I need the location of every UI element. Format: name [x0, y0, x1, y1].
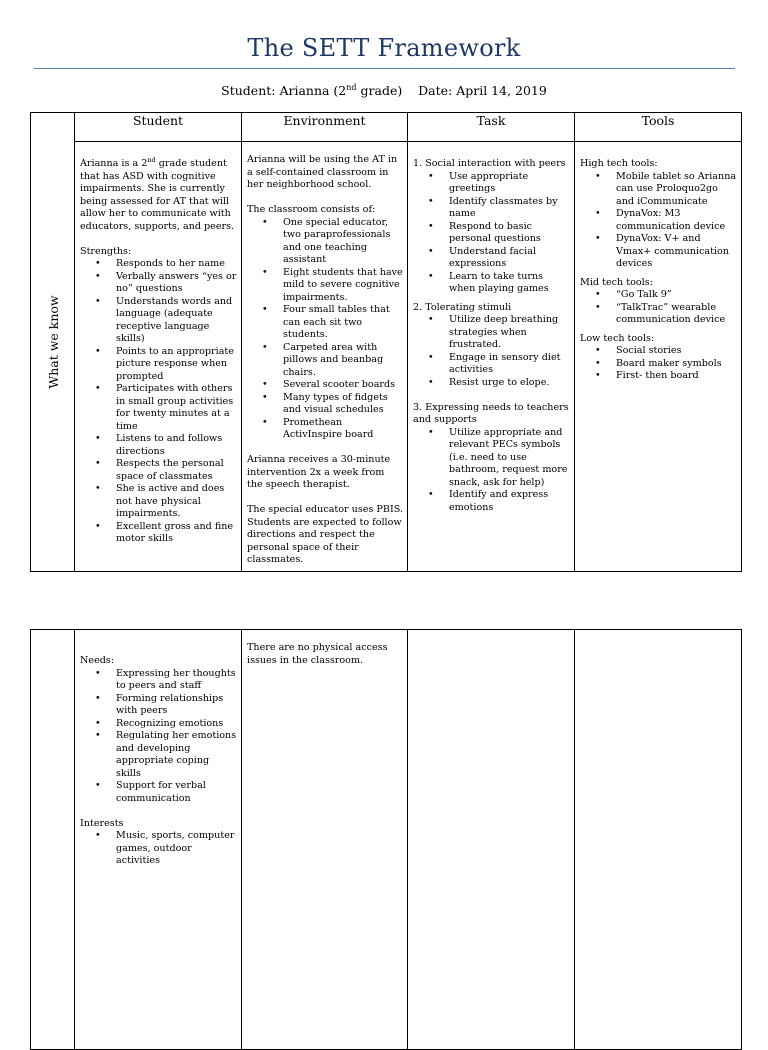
task-empty-cell	[408, 630, 575, 1050]
list-item: • Understands words and language (adequate receptive language skills)	[116, 296, 237, 346]
task-group-3-label: 3. Expressing needs to teachers and supports	[413, 401, 569, 425]
classroom-label: The classroom consists of:	[247, 204, 376, 215]
student-cell	[75, 142, 242, 572]
header-task: Task	[408, 113, 575, 142]
list-item: • Several scooter boards	[283, 379, 403, 392]
sett-table-needs	[30, 629, 742, 1050]
list-item: • Carpeted area with pillows and beanbag chairs.	[283, 342, 403, 380]
list-item: • She is active and does not have physical impairments.	[116, 483, 237, 521]
task-group-3-list	[413, 427, 570, 515]
title-underline	[34, 68, 735, 69]
list-item: • Social stories	[616, 345, 737, 358]
list-item: • “Go Talk 9”	[616, 289, 737, 302]
list-item: • Utilize deep breathing strategies when frustrated.	[449, 314, 570, 352]
list-item: • Points to an appropriate picture response when prompted	[116, 346, 237, 384]
high-tech-label: High tech tools:	[580, 158, 658, 169]
list-item: • Identify classmates by name	[449, 196, 570, 221]
list-item: • Board maker symbols	[616, 358, 737, 371]
task-group-2-label: 2. Tolerating stimuli	[413, 301, 512, 313]
environment-intro: Arianna will be using the AT in a self-contained classroom in her neighborhood school.	[247, 154, 398, 190]
classroom-list	[247, 217, 403, 442]
mid-tech-label: Mid tech tools:	[580, 276, 653, 288]
environment-cell	[242, 142, 408, 572]
header-row	[31, 113, 742, 142]
content-row	[31, 142, 742, 572]
sett-table-known	[30, 112, 742, 572]
task-group-2-list	[413, 314, 570, 389]
header-tools: Tools	[575, 113, 742, 142]
header-student: Student	[75, 113, 242, 142]
low-tech-list	[580, 345, 737, 383]
list-item: • Learn to take turns when playing games	[449, 271, 570, 296]
needs-label: Needs:	[80, 655, 115, 666]
needs-list	[80, 668, 237, 806]
list-item: • First- then board	[616, 370, 737, 383]
tools-cell	[575, 142, 742, 572]
task-cell	[408, 142, 575, 572]
task-group-1-list	[413, 171, 570, 296]
interests-list	[80, 830, 237, 868]
mid-tech-list	[580, 289, 737, 327]
interests-label: Interests	[80, 817, 124, 829]
side-label-cell	[31, 113, 75, 572]
list-item: • Promethean ActivInspire board	[283, 417, 403, 442]
pbis-paragraph: The special educator uses PBIS. Students are expected to follow directions and respect the personal space of their classmates.	[247, 504, 404, 565]
list-item: • Eight students that have mild to severe cognitive impairments.	[283, 267, 403, 305]
physical-access-note: There are no physical access issues in the classroom.	[247, 642, 388, 666]
list-item: • One special educator, two paraprofessionals and one teaching assistant	[283, 217, 403, 267]
list-item: • Excellent gross and fine motor skills	[116, 521, 237, 546]
student-date-line: Student: Arianna (2nd grade) Date: April 14, 2019	[221, 82, 547, 98]
document-title: The SETT Framework	[247, 34, 521, 62]
low-tech-label: Low tech tools:	[580, 332, 655, 344]
tools-empty-cell	[575, 630, 742, 1050]
list-item: • Respects the personal space of classmates	[116, 458, 237, 483]
list-item: • Music, sports, computer games, outdoor activities	[116, 830, 237, 868]
list-item: • Verbally answers “yes or no” questions	[116, 271, 237, 296]
list-item: • Responds to her name	[116, 258, 237, 271]
speech-therapy-paragraph: Arianna receives a 30-minute intervention 2x a week from the speech therapist.	[247, 454, 391, 490]
list-item: • Four small tables that can each sit two students.	[283, 304, 403, 342]
student-intro: Arianna is a 2nd grade student that has ASD with cognitive impairments. She is currently being assessed for AT that will allow her to communicate with educators, supports, and peers.	[80, 155, 235, 232]
list-item: • Use appropriate greetings	[449, 171, 570, 196]
side-cell-empty	[31, 630, 75, 1050]
strengths-list	[80, 258, 237, 546]
list-item: • Resist urge to elope.	[449, 377, 570, 390]
needs-cell	[75, 630, 242, 1050]
list-item: • Forming relationships with peers	[116, 693, 237, 718]
needs-row	[31, 630, 742, 1050]
task-group-1-label: 1. Social interaction with peers	[413, 158, 566, 169]
list-item: • DynaVox: V+ and Vmax+ communication devices	[616, 233, 737, 271]
list-item: • Participates with others in small group activities for twenty minutes at a time	[116, 383, 237, 433]
environment-access-cell	[242, 630, 408, 1050]
list-item: • Regulating her emotions and developing appropriate coping skills	[116, 730, 237, 780]
list-item: • Many types of fidgets and visual schedules	[283, 392, 403, 417]
side-label: What we know	[45, 295, 61, 389]
strengths-label: Strengths:	[80, 245, 132, 257]
list-item: • Support for verbal communication	[116, 780, 237, 805]
list-item: • Identify and express emotions	[449, 489, 570, 514]
list-item: • Respond to basic personal questions	[449, 221, 570, 246]
header-environment: Environment	[242, 113, 408, 142]
list-item: • Listens to and follows directions	[116, 433, 237, 458]
list-item: • DynaVox: M3 communication device	[616, 208, 737, 233]
list-item: • Utilize appropriate and relevant PECs symbols (i.e. need to use bathroom, request more snack, ask for help)	[449, 427, 570, 490]
high-tech-list	[580, 171, 737, 271]
list-item: • Recognizing emotions	[116, 718, 237, 731]
list-item: • Expressing her thoughts to peers and staff	[116, 668, 237, 693]
list-item: • “TalkTrac” wearable communication device	[616, 302, 737, 327]
list-item: • Understand facial expressions	[449, 246, 570, 271]
list-item: • Engage in sensory diet activities	[449, 352, 570, 377]
list-item: • Mobile tablet so Arianna can use Proloquo2go and iCommunicate	[616, 171, 737, 209]
